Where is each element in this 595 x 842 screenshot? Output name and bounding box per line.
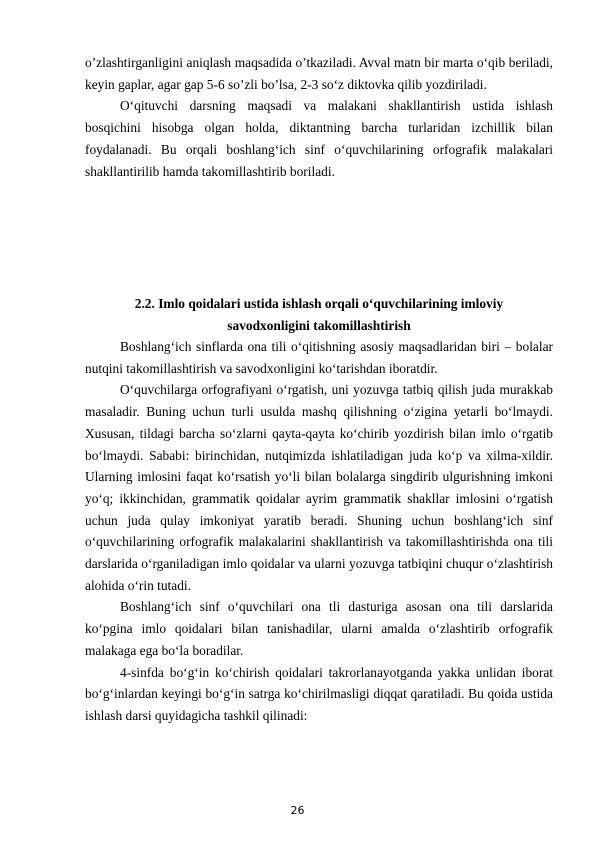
page-number: 26 (290, 804, 305, 817)
section-heading-line-2: savodxonligini takomillashtirish (227, 317, 411, 333)
paragraph-main-1: Boshlang‘ich sinflarda ona tili o‘qitishning asosiy maqsadlaridan biri – bolalar nutqini takomillashtirish va savodxonligini ko‘tarishdan iboratdir. (85, 339, 553, 376)
paragraph-main-4: 4-sinfda bo‘g‘in ko‘chirish qoidalari takrorlanayotganda yakka unlidan iborat bo‘g‘inlardan keyingi bo‘g‘in satrga ko‘chirilmasligi diqqat qaratiladi. Bu qoida ustida ishlash darsi quyidagicha tashkil qilinadi: (85, 664, 553, 723)
paragraph-main-2: O‘quvchilarga orfografiyani o‘rgatish, uni yozuvga tatbiq qilish juda murakkab masaladir. Buning uchun turli usulda mashq qilishning o‘zigina yetarli bo‘lmaydi. Xususan, tildagi barcha so‘zlarni qayta-qayta ko‘chirib yozdirish bilan imlo o‘rgatib bo‘lmaydi. Sababi: birinchidan, nutqimizda ishlatiladigan juda ko‘p va xilma-xildir. Ularning imlosini faqat ko‘rsatish yo‘li bilan bolalarga singdirib ulgurishning imkoni yo‘q; ikkinchidan, grammatik qoidalar ayrim grammatik shakllar imlosini o‘rgatish uchun juda qulay imkoniyat yaratib beradi. Shuning uchun boshlang‘ich sinf o‘quvchilarining orfografik malakalarini shakllantirish va takomillashtirishda ona tili darslarida o‘rganiladigan imlo qoidalar va ularni yozuvga tatbiqini chuqur o‘zlashtirish alohida o‘rin tutadi. (85, 382, 553, 593)
main-text-block (85, 336, 553, 727)
section-heading-line-1: 2.2. Imlo qoidalari ustida ishlash orqali o‘quvchilarining imloviy (134, 296, 504, 311)
intro-text-block (85, 52, 553, 182)
paragraph-intro-continued: o’zlashtirganligini aniqlash maqsadida o’tkaziladi. Avval matn bir marta o‘qib beriladi, keyin gaplar, agar gap 5-6 so’zli bo’lsa, 2-3 so‘z diktovka qilib yozdiriladi. (85, 55, 553, 92)
section-heading (85, 293, 553, 336)
paragraph-main-3: Boshlang‘ich sinf o‘quvchilari ona tli dasturiga asosan ona tili darslarida ko‘pgina imlo qoidalari bilan tanishadilar, ularni amalda o‘zlashtirib orfografik malakaga ega bo‘la boradilar. (85, 599, 553, 658)
paragraph-intro-teacher: O‘qituvchi darsning maqsadi va malakani shakllantirish ustida ishlash bosqichini hisobga olgan holda, diktantning barcha turlaridan izchillik bilan foydalanadi. Bu orqali boshlang‘ich sinf o‘quvchilarining orfografik malakalari shakllantirilib hamda takomillashtirib boriladi. (85, 98, 553, 179)
